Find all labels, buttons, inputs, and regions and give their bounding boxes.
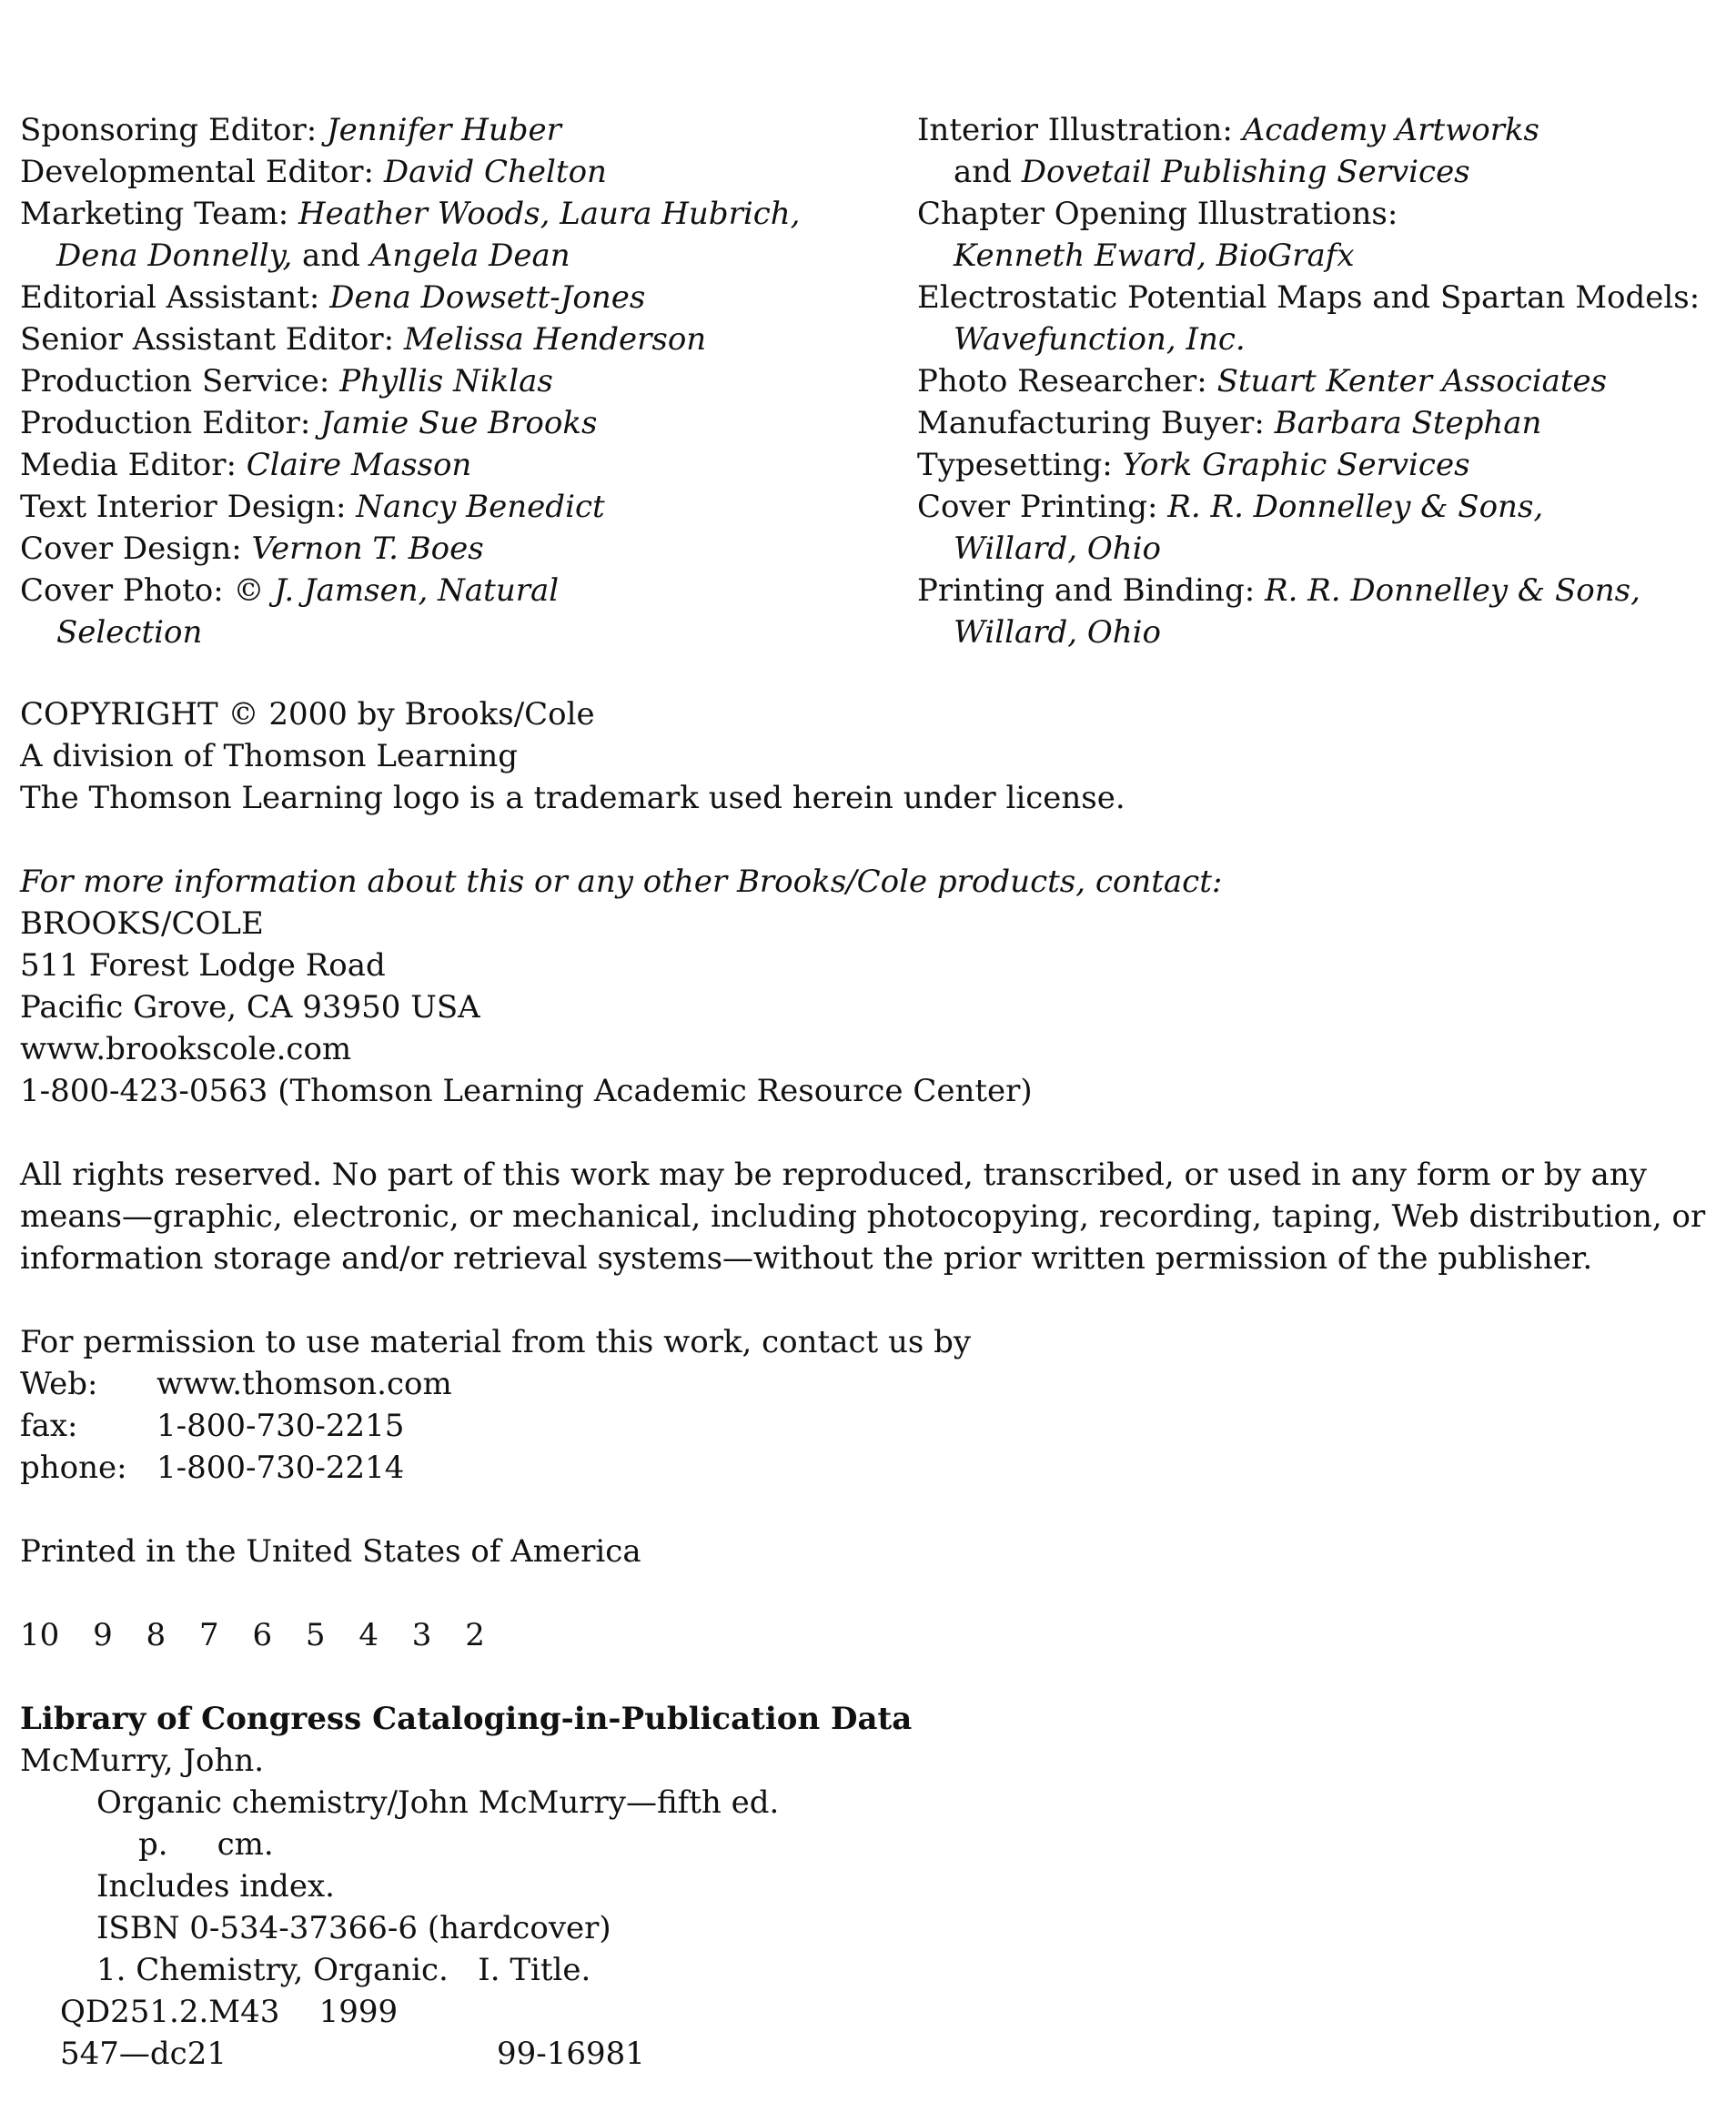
contact-company: BROOKS/COLE [20,905,264,942]
credit-media-editor: Media Editor: Claire Masson [20,447,472,483]
credit-senior-assistant-editor: Senior Assistant Editor: Melissa Henderson [20,321,707,358]
print-number: 6 [252,1617,273,1653]
credit-interior-illustration: Interior Illustration: Academy Artworks [917,112,1540,148]
contact-phone: 1-800-423-0563 (Thomson Learning Academic Resource Center) [20,1073,1033,1109]
print-number: 8 [146,1617,167,1653]
credit-text-interior-design: Text Interior Design: Nancy Benedict [20,489,605,525]
print-number: 7 [198,1617,219,1653]
print-number: 10 [20,1617,60,1653]
credit-production-service: Production Service: Phyllis Niklas [20,363,553,399]
credit-electrostatic-maps: Electrostatic Potential Maps and Spartan Models: [917,279,1701,316]
printed-line: Printed in the United States of America [20,1533,641,1570]
credit-cover-design: Cover Design: Vernon T. Boes [20,531,484,567]
print-number: 5 [305,1617,326,1653]
credit-photo-researcher: Photo Researcher: Stuart Kenter Associates [917,363,1608,399]
print-number: 2 [465,1617,485,1653]
contact-intro: For more information about this or any other Brooks/Cole products, contact: [20,864,1223,900]
cip-classification: QD251.2.M43 1999 [60,1994,399,2030]
credit-production-editor: Production Editor: Jamie Sue Brooks [20,405,598,441]
permission-row-web: Web: www.thomson.com [20,1366,452,1402]
copyright-line: COPYRIGHT © 2000 by Brooks/Cole [20,696,595,733]
cip-dewey-row [20,2033,645,2075]
print-line [20,1614,509,1656]
cip-subjects: 1. Chemistry, Organic. I. Title. [96,1952,591,1988]
credit-chapter-opening: Chapter Opening Illustrations: [917,196,1398,232]
cip-lccn: 99-16981 [497,2036,645,2072]
permission-row-fax: fax: 1-800-730-2215 [20,1408,405,1444]
contact-street: 511 Forest Lodge Road [20,947,386,984]
trademark-line: The Thomson Learning logo is a trademark used herein under license. [20,780,1125,816]
credit-sponsoring-editor: Sponsoring Editor: Jennifer Huber [20,112,561,148]
credit-cover-photo: Cover Photo: © J. Jamsen, Natural [20,572,560,609]
credit-marketing-team: Marketing Team: Heather Woods, Laura Hubrich, [20,196,801,232]
print-number: 9 [93,1617,113,1653]
cip-heading: Library of Congress Cataloging-in-Publication Data [20,1701,913,1737]
rights-line-1: All rights reserved. No part of this work may be reproduced, transcribed, or used in any form or by any [20,1157,1647,1193]
credit-marketing-team-cont: Dena Donnelly, and Angela Dean [56,237,570,274]
cip-isbn: ISBN 0-534-37366-6 (hardcover) [96,1910,611,1946]
contact-city: Pacific Grove, CA 93950 USA [20,989,480,1026]
rights-line-2: means—graphic, electronic, or mechanical, including photocopying, recording, taping, Web distribution, or [20,1198,1706,1235]
credit-electrostatic-maps-cont: Wavefunction, Inc. [954,321,1246,358]
cip-note: Includes index. [96,1868,335,1905]
copyright-page [20,0,1721,2102]
permission-row-phone: phone: 1-800-730-2214 [20,1450,405,1486]
credit-typesetting: Typesetting: York Graphic Services [917,447,1470,483]
cip-physical: p. cm. [138,1826,274,1863]
credit-editorial-assistant: Editorial Assistant: Dena Dowsett-Jones [20,279,646,316]
credit-cover-photo-cont: Selection [56,614,203,651]
cip-author: McMurry, John. [20,1743,265,1779]
print-number: 4 [358,1617,378,1653]
permission-intro: For permission to use material from this work, contact us by [20,1324,972,1360]
print-number: 3 [411,1617,432,1653]
contact-web: www.brookscole.com [20,1031,352,1067]
division-line: A division of Thomson Learning [20,738,519,774]
rights-line-3: information storage and/or retrieval systems—without the prior written permission of the publisher. [20,1240,1593,1277]
cip-dewey: 547—dc21 [60,2036,227,2072]
credit-cover-printing: Cover Printing: R. R. Donnelley & Sons, [917,489,1544,525]
credit-developmental-editor: Developmental Editor: David Chelton [20,154,607,190]
credit-printing-binding: Printing and Binding: R. R. Donnelley & Sons, [917,572,1640,609]
credit-cover-printing-cont: Willard, Ohio [954,531,1161,567]
cip-title: Organic chemistry/John McMurry—fifth ed. [96,1784,780,1821]
credit-interior-illustration-cont: and Dovetail Publishing Services [954,154,1470,190]
credit-manufacturing-buyer: Manufacturing Buyer: Barbara Stephan [917,405,1542,441]
credit-chapter-opening-cont: Kenneth Eward, BioGrafx [954,237,1355,274]
credit-printing-binding-cont: Willard, Ohio [954,614,1161,651]
